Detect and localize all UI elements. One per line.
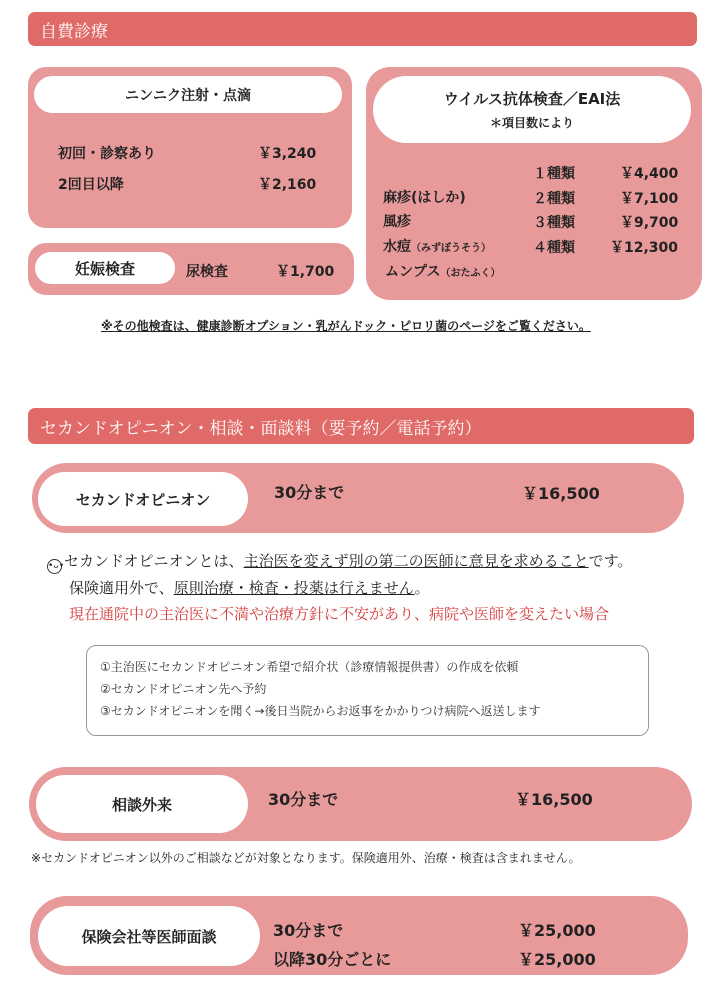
second-opinion-title: セカンドオピニオン (38, 472, 248, 526)
section-header-self-pay (28, 12, 697, 46)
disease-name: 水痘 (383, 239, 411, 255)
count-price: ￥4,400 (620, 166, 679, 182)
consultation-duration: 30分まで (268, 790, 339, 809)
pregnancy-test-title: 妊娠検査 (35, 252, 175, 284)
insurance-row-label: 以降30分ごとに (273, 950, 392, 969)
disease-name: 風疹 (383, 214, 411, 230)
count-kind: ３種類 (533, 215, 575, 231)
count-price: ￥7,100 (620, 191, 679, 207)
garlic-row-price: ￥3,240 (258, 146, 317, 162)
virus-antibody-subtitle: ＊項目数により (489, 116, 574, 130)
count-kind: １種類 (533, 166, 575, 182)
insurance-row-price: ￥25,000 (518, 950, 596, 969)
virus-antibody-title: ウイルス抗体検査／EAI法 (443, 90, 621, 108)
count-kind: ４種類 (533, 240, 575, 256)
disease-item (383, 236, 491, 256)
pregnancy-price: ￥1,700 (276, 264, 335, 280)
pregnancy-item: 尿検査 (186, 264, 228, 280)
section-header-consultation (28, 408, 694, 444)
step-item: ②セカンドオピニオン先へ予約 (100, 682, 267, 696)
consultation-note: ※セカンドオピニオン以外のご相談などが対象となります。保険適用外、治療・検査は含まれません。 (31, 851, 581, 865)
second-opinion-coverage: 保険適用外で、原則治療・検査・投薬は行えません。 (69, 579, 430, 597)
virus-antibody-title-pill (373, 76, 691, 143)
step-item: ③セカンドオピニオンを聞く→後日当院からお返事をかかりつけ病院へ返送します (100, 704, 541, 718)
other-tests-note: ※その他検査は、健康診断オプション・乳がんドック・ピロリ菌のページをご覧ください。 (101, 319, 591, 333)
garlic-injection-title: ニンニク注射・点滴 (34, 76, 342, 113)
garlic-row-label: 初回・診察あり (58, 146, 156, 162)
second-opinion-price: ￥16,500 (522, 484, 600, 503)
disease-name: ムンプス (385, 264, 441, 280)
section-title: セカンドオピニオン・相談・面談料（要予約／電話予約） (40, 418, 482, 439)
disease-note: （おたふく） (440, 268, 501, 279)
disease-item (385, 261, 500, 281)
step-item: ①主治医にセカンドオピニオン希望で紹介状（診療情報提供書）の作成を依頼 (100, 660, 519, 674)
insurance-row-price: ￥25,000 (518, 921, 596, 940)
disease-note: （みずぼうそう） (411, 243, 491, 254)
second-opinion-duration: 30分まで (274, 483, 345, 502)
garlic-row-price: ￥2,160 (258, 177, 317, 193)
count-kind: ２種類 (533, 191, 575, 207)
garlic-row-label: 2回目以降 (58, 177, 124, 193)
second-opinion-definition: •ᴗ•セカンドオピニオンとは、主治医を変えず別の第二の医師に意見を求めることです。 (47, 550, 632, 574)
count-price: ￥9,700 (620, 215, 679, 231)
insurance-interview-title: 保険会社等医師面談 (38, 906, 260, 966)
count-price: ￥12,300 (610, 240, 679, 256)
insurance-row-label: 30分まで (273, 921, 344, 940)
disease-name: 麻疹(はしか) (383, 190, 466, 206)
consultation-title: 相談外来 (36, 775, 248, 833)
doctor-face-icon: •ᴗ• (47, 559, 62, 574)
section-title: 自費診療 (40, 21, 108, 42)
second-opinion-case: 現在通院中の主治医に不満や治療方針に不安があり、病院や医師を変えたい場合 (69, 605, 610, 623)
consultation-price: ￥16,500 (515, 790, 593, 809)
